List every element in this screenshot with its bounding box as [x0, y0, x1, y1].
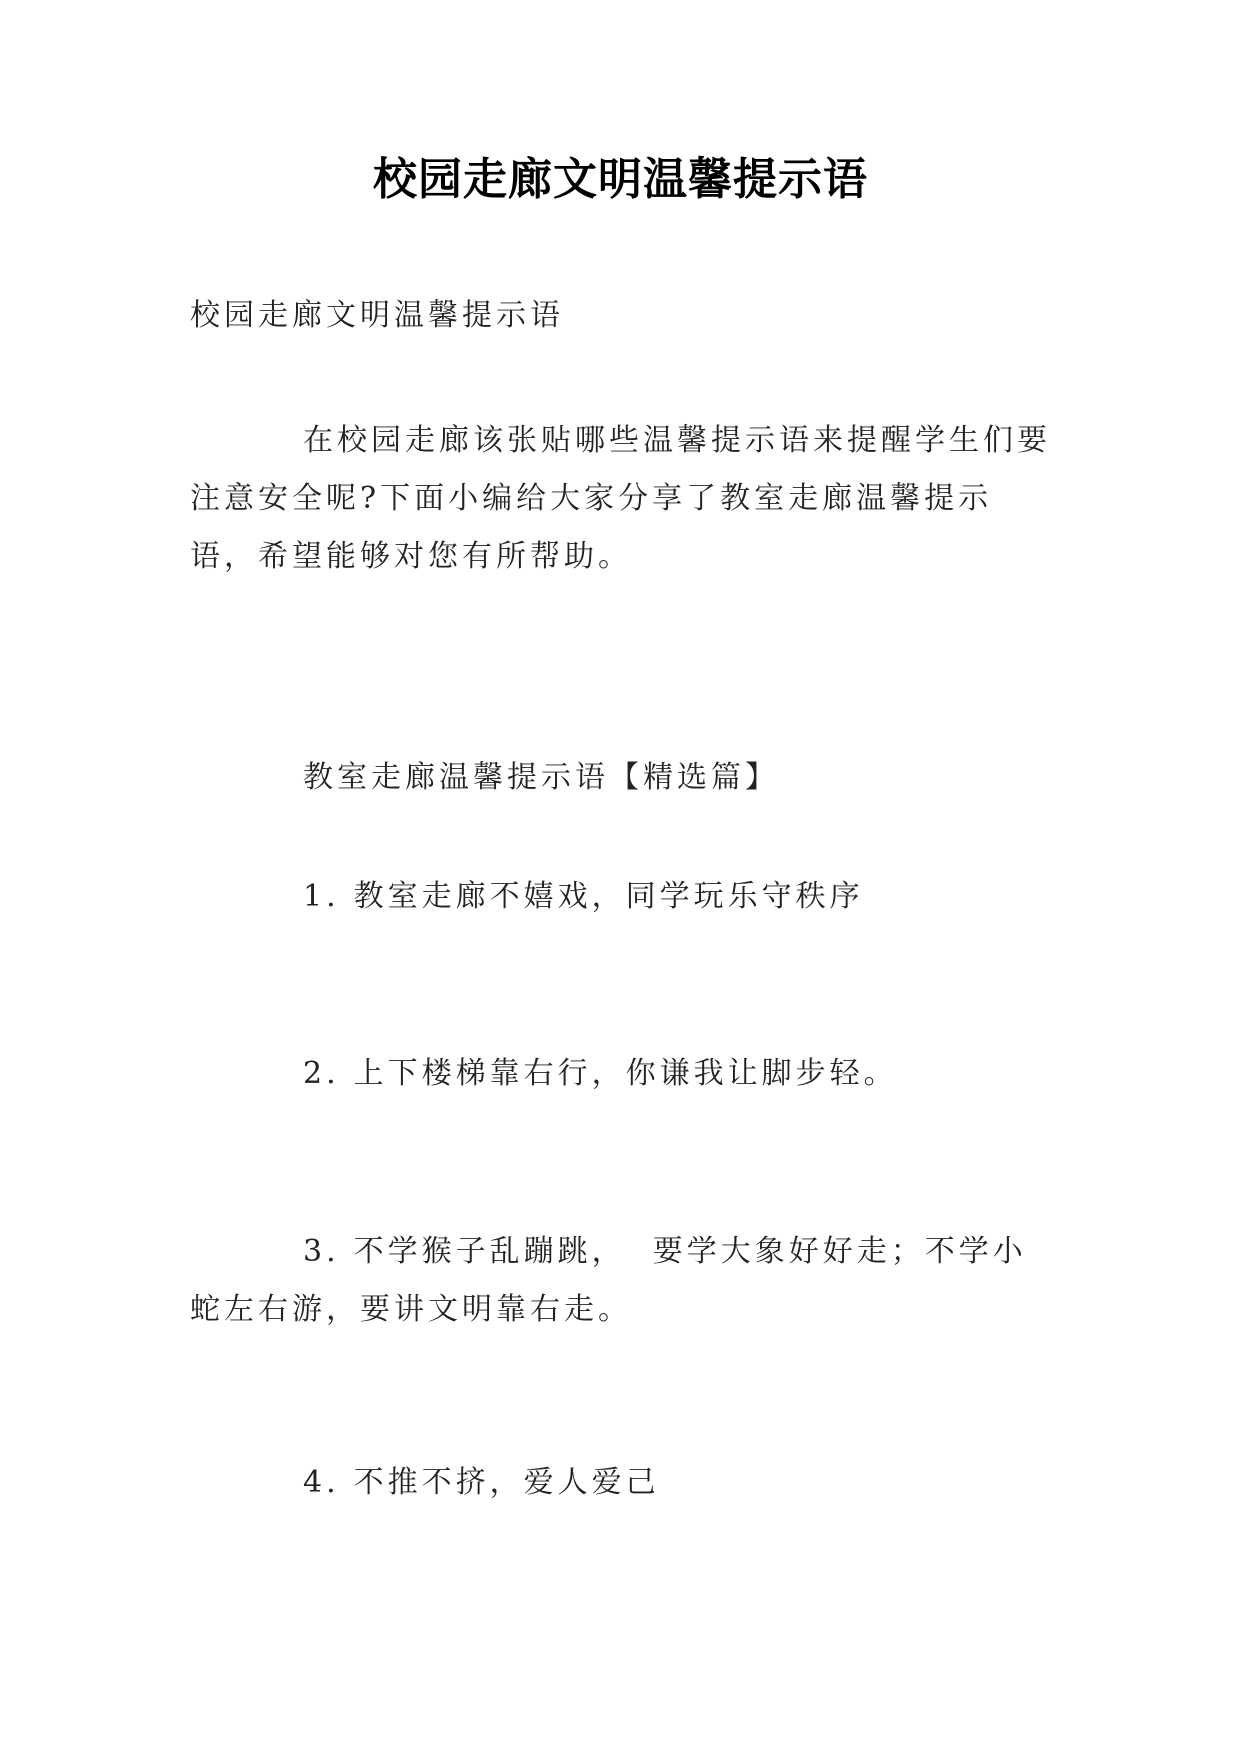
list-item: [190, 1223, 1060, 1339]
document-title: 校园走廊文明温馨提示语: [373, 154, 868, 205]
list-item-text: 教室走廊不嬉戏，同学玩乐守秩序: [353, 879, 864, 914]
list-item-number: 4.: [303, 1465, 340, 1500]
intro-paragraph: 在校园走廊该张贴哪些温馨提示语来提醒学生们要注意安全呢?下面小编给大家分享了教室走廊温馨提示语，希望能够对您有所帮助。: [190, 423, 1051, 574]
list-item-number: 2.: [303, 1056, 340, 1091]
list-item: [303, 876, 864, 918]
list-item-text: 不推不挤，爱人爱己: [353, 1465, 660, 1500]
list-item-number: 1.: [303, 879, 340, 914]
list-item-text: 上下楼梯靠右行，你谦我让脚步轻。: [353, 1056, 898, 1091]
section-heading: 教室走廊温馨提示语【精选篇】: [303, 760, 779, 795]
list-item-text: 不学猴子乱蹦跳， 要学大象好好走；不学小蛇左右游，要讲文明靠右走。: [190, 1234, 1027, 1327]
list-item-number: 3.: [303, 1234, 340, 1269]
document-subtitle: 校园走廊文明温馨提示语: [190, 298, 564, 333]
list-item: [303, 1462, 660, 1504]
list-item: [303, 1053, 898, 1095]
